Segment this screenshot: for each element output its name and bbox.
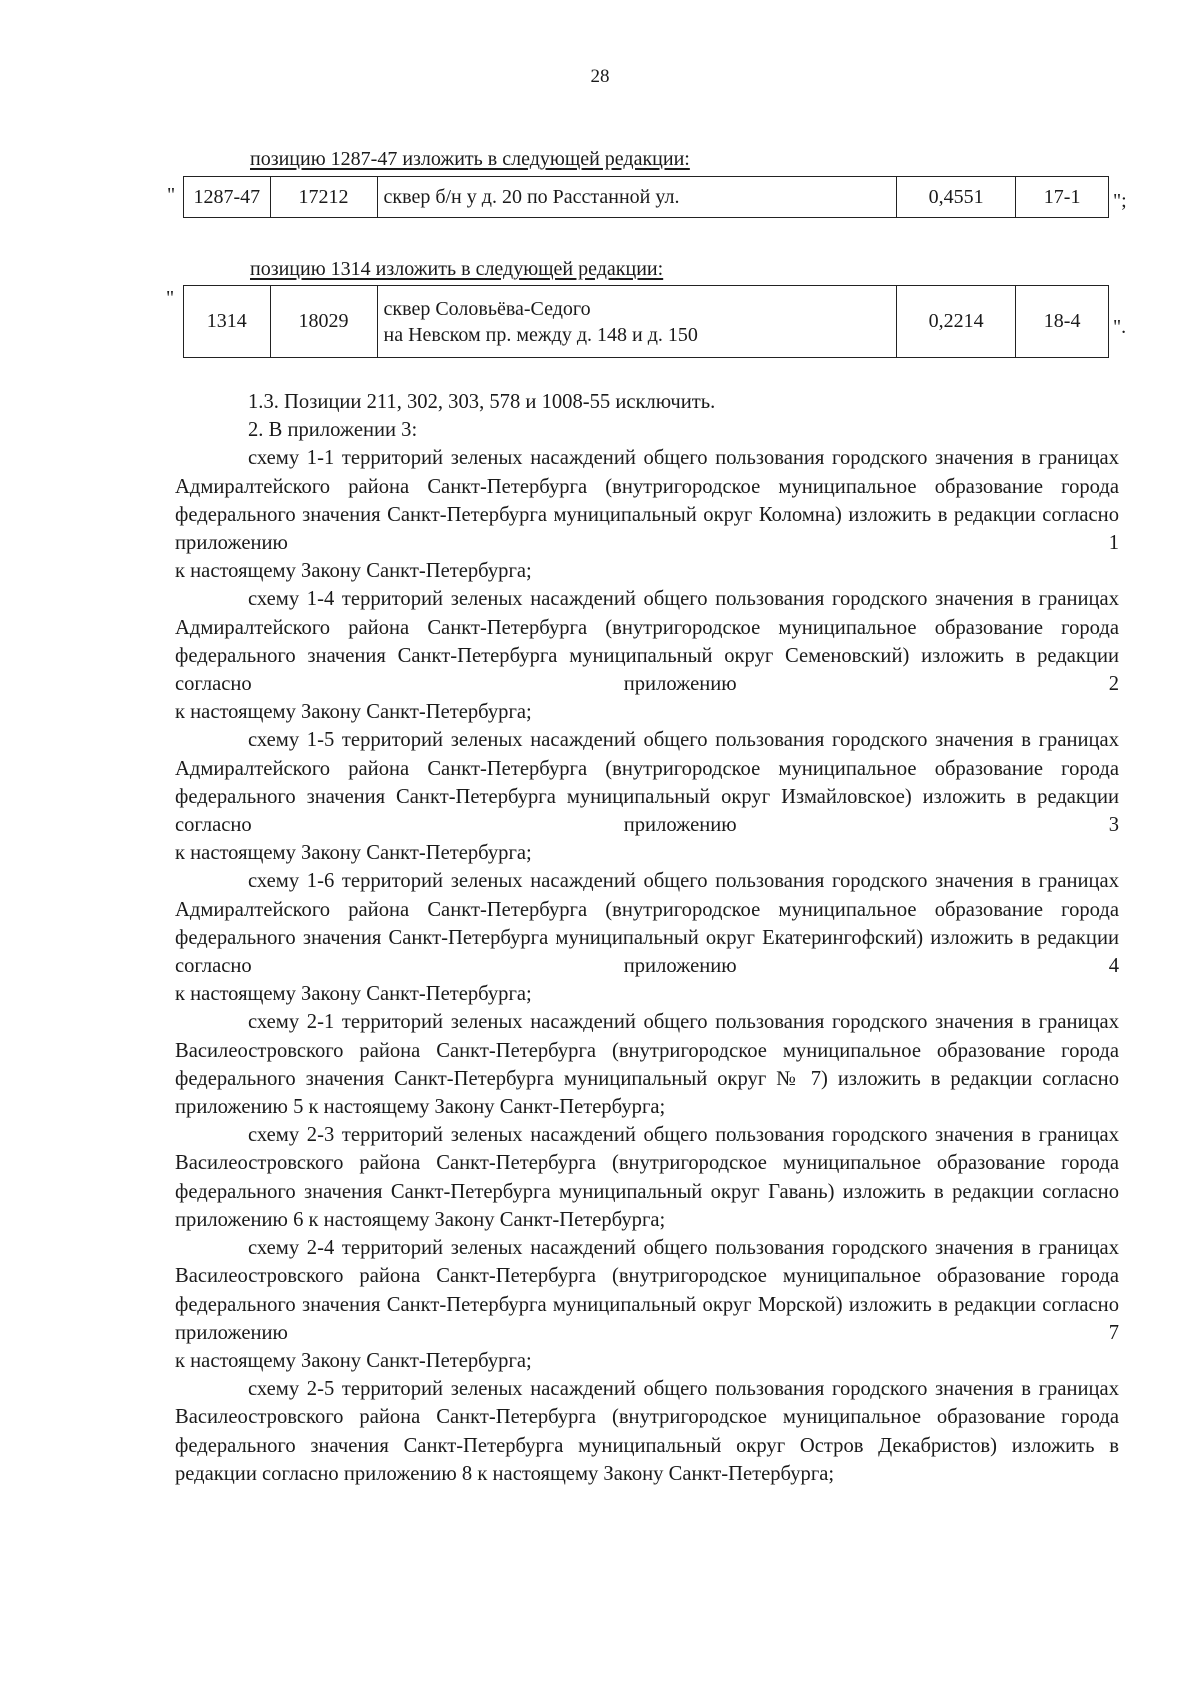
- area-cell: 0,2214: [897, 286, 1016, 358]
- amendment-2-table: [183, 285, 1109, 358]
- paragraph-appendix-3: 2. В приложении 3:: [248, 419, 418, 442]
- paragraph-scheme-2-4-tail: к настоящему Закону Санкт-Петербурга;: [175, 1349, 532, 1372]
- page-number: 28: [590, 66, 610, 87]
- paragraph-scheme-2-4: схему 2-4 территорий зеленых насаждений общего пользования городского значения в границах Василеостровского района Санкт-Петербурга (внутригородское муниципальное образование города федерального значения Санкт-Петербурга муниципальный округ Морской) изложить в редакции согласно приложению 7: [175, 1237, 1119, 1344]
- paragraph-scheme-1-1: схему 1-1 территорий зеленых насаждений общего пользования городского значения в границах Адмиралтейского района Санкт-Петербурга (внутригородское муниципальное образование города федерального значения Санкт-Петербурга муниципальный округ Коломна) изложить в редакции согласно приложению 1: [175, 447, 1119, 555]
- paragraph-scheme-1-5: схему 1-5 территорий зеленых насаждений общего пользования городского значения в границах Адмиралтейского района Санкт-Петербурга (внутригородское муниципальное образование города федерального значения Санкт-Петербурга муниципальный округ Измайловское) изложить в редакции согласно приложению 3: [175, 729, 1119, 837]
- code-cell: 18029: [270, 286, 377, 358]
- paragraph-exclusion: 1.3. Позиции 211, 302, 303, 578 и 1008-55 исключить.: [248, 391, 716, 413]
- paragraph-scheme-1-4-tail: к настоящему Закону Санкт-Петербурга;: [175, 701, 532, 724]
- paragraph-scheme-1-4: схему 1-4 территорий зеленых насаждений общего пользования городского значения в границах Адмиралтейского района Санкт-Петербурга (внутригородское муниципальное образование города федерального значения Санкт-Петербурга муниципальный округ Семеновский) изложить в редакции согласно приложению 2: [175, 588, 1119, 696]
- paragraph-scheme-1-1-tail: к настоящему Закону Санкт-Петербурга;: [175, 560, 532, 583]
- zone-cell: 17-1: [1016, 177, 1109, 218]
- paragraph-scheme-1-5-tail: к настоящему Закону Санкт-Петербурга;: [175, 842, 532, 865]
- paragraph-scheme-2-5: схему 2-5 территорий зеленых насаждений общего пользования городского значения в границах Василеостровского района Санкт-Петербурга (внутригородское муниципальное образование города федерального значения Санкт-Петербурга муниципальный округ Остров Декабристов) изложить в редакции согласно приложению 8 к настоящему Закону Санкт-Петербурга;: [175, 1378, 1119, 1485]
- name-line-2: на Невском пр. между д. 148 и д. 150: [383, 323, 698, 346]
- area-cell: 0,4551: [897, 177, 1016, 218]
- name-line-1: сквер Соловьёва-Седого: [383, 297, 591, 320]
- zone-cell: 18-4: [1016, 286, 1109, 358]
- amendment-1-open-quote: ": [167, 184, 176, 206]
- code-cell: 17212: [270, 177, 377, 218]
- paragraph-scheme-1-6-tail: к настоящему Закону Санкт-Петербурга;: [175, 983, 532, 1006]
- paragraph-scheme-2-1: схему 2-1 территорий зеленых насаждений общего пользования городского значения в границах Василеостровского района Санкт-Петербурга (внутригородское муниципальное образование города федерального значения Санкт-Петербурга муниципальный округ № 7) изложить в редакции согласно приложению 5 к настоящему Закону Санкт-Петербурга;: [175, 1011, 1119, 1119]
- paragraph-scheme-2-3: схему 2-3 территорий зеленых насаждений общего пользования городского значения в границах Василеостровского района Санкт-Петербурга (внутригородское муниципальное образование города федерального значения Санкт-Петербурга муниципальный округ Гавань) изложить в редакции согласно приложению 6 к настоящему Закону Санкт-Петербурга;: [175, 1124, 1119, 1231]
- name-line: сквер б/н у д. 20 по Расстанной ул.: [383, 185, 680, 208]
- amendment-1-table: [183, 176, 1109, 218]
- amendment-1-intro: позицию 1287-47 изложить в следующей редакции:: [250, 148, 690, 170]
- position-number-cell: 1314: [184, 286, 271, 358]
- table-row: [184, 177, 1109, 218]
- amendment-2-open-quote: ": [166, 287, 175, 309]
- amendment-2-intro: позицию 1314 изложить в следующей редакции:: [250, 258, 664, 280]
- name-cell: [377, 286, 897, 358]
- amendment-1-close-quote: ";: [1113, 190, 1127, 212]
- table-row: [184, 286, 1109, 358]
- name-cell: [377, 177, 897, 218]
- body-text: [175, 388, 1119, 1488]
- amendment-2-close-quote: ".: [1113, 316, 1127, 338]
- position-number-cell: 1287-47: [184, 177, 271, 218]
- paragraph-scheme-1-6: схему 1-6 территорий зеленых насаждений общего пользования городского значения в границах Адмиралтейского района Санкт-Петербурга (внутригородское муниципальное образование города федерального значения Санкт-Петербурга муниципальный округ Екатерингофский) изложить в редакции согласно приложению 4: [175, 870, 1119, 978]
